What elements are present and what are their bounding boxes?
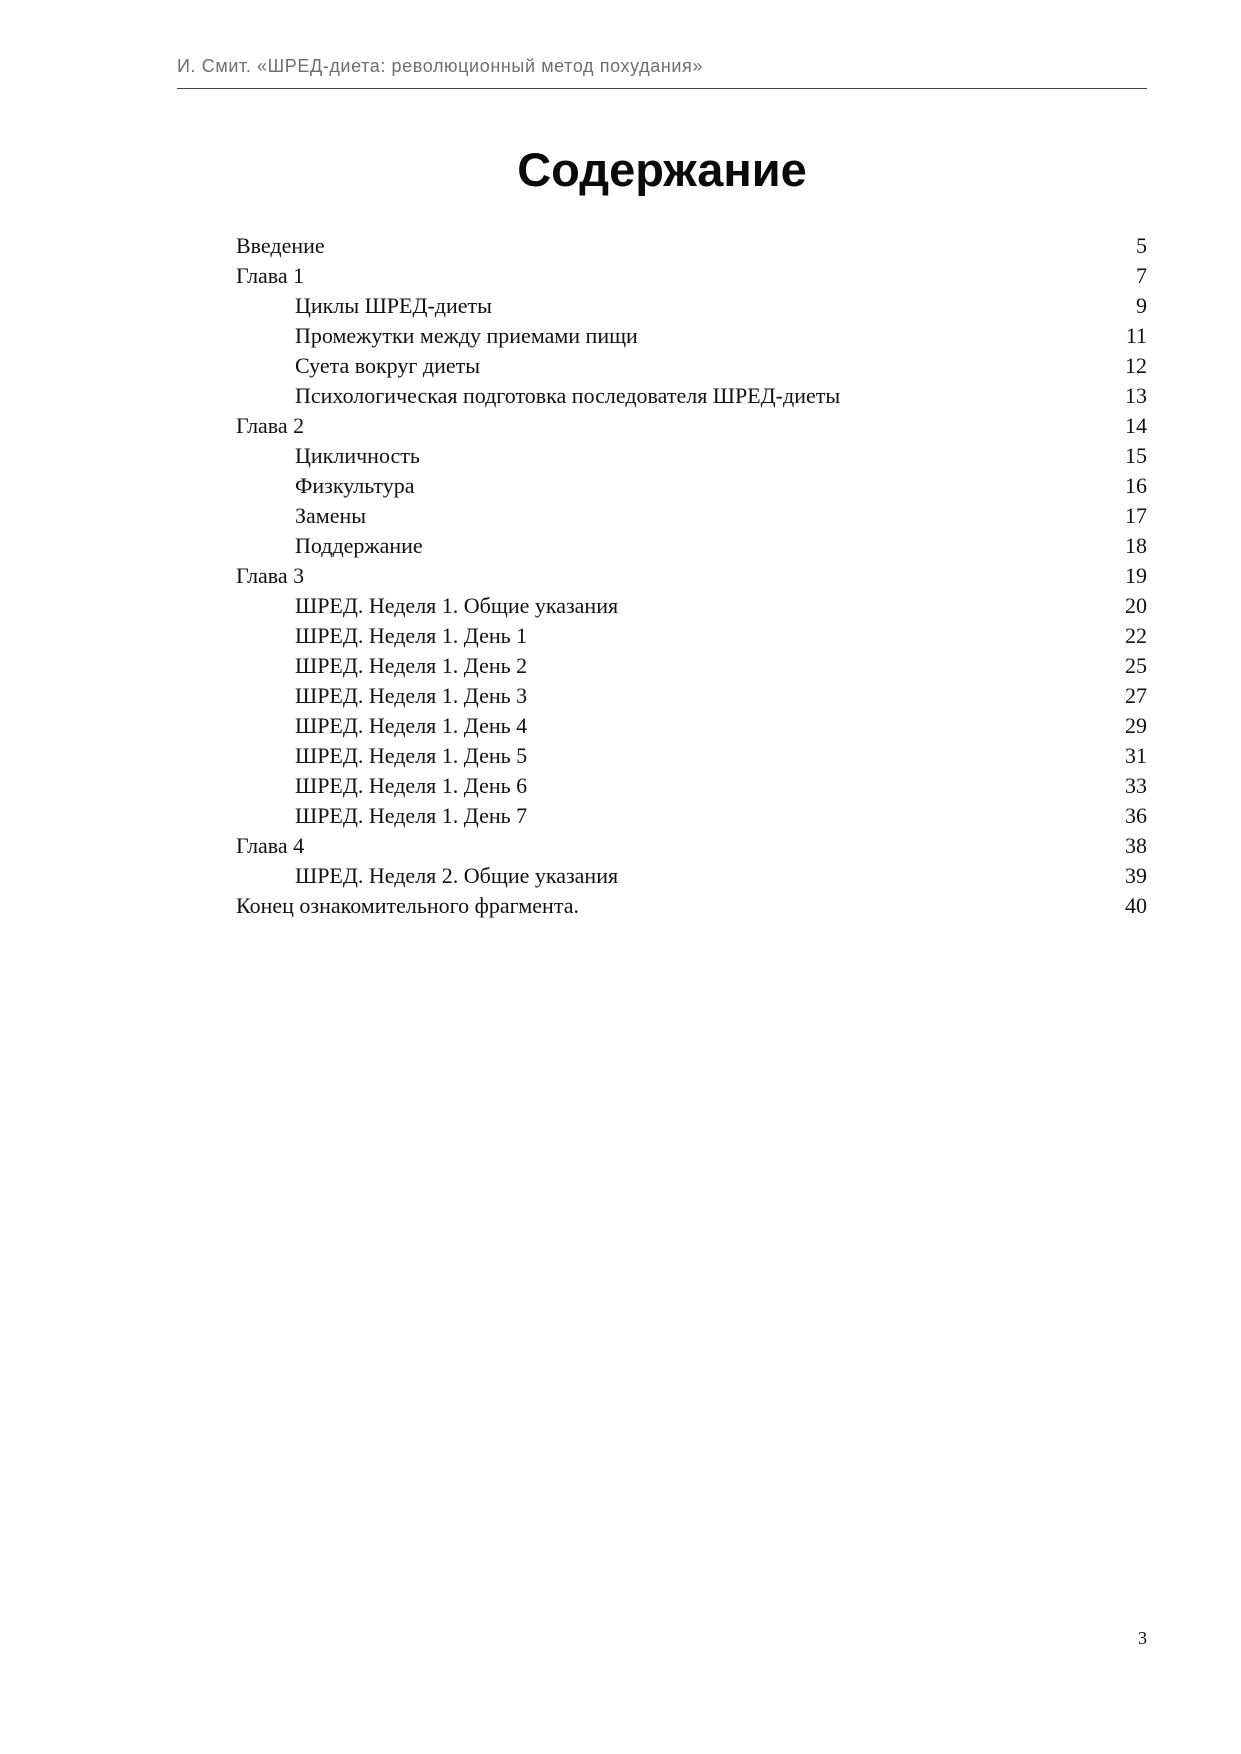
toc-entry-page[interactable]: 7 — [1136, 263, 1147, 288]
toc-entry-page[interactable]: 14 — [1125, 413, 1147, 438]
toc-entry-title[interactable]: ШРЕД. Неделя 1. День 4 — [295, 713, 528, 738]
toc-entry-page[interactable]: 18 — [1125, 533, 1147, 558]
toc-entry-title[interactable]: Глава 4 — [236, 833, 305, 858]
toc-entry-title[interactable]: ШРЕД. Неделя 1. День 2 — [295, 653, 528, 678]
toc-entry[interactable] — [236, 531, 1147, 561]
toc-entry-title[interactable]: Глава 1 — [236, 263, 305, 288]
toc-entry-title[interactable]: Введение — [236, 233, 325, 258]
toc-entry[interactable] — [236, 621, 1147, 651]
toc-entry[interactable] — [236, 501, 1147, 531]
toc-entry[interactable] — [236, 651, 1147, 681]
toc-entry-page[interactable]: 5 — [1136, 233, 1147, 258]
toc-entry-title[interactable]: Поддержание — [295, 533, 423, 558]
toc-entry[interactable] — [236, 861, 1147, 891]
toc-entry-page[interactable]: 39 — [1125, 863, 1147, 888]
toc-entry-page[interactable]: 20 — [1125, 593, 1147, 618]
toc-entry-page[interactable]: 27 — [1125, 683, 1147, 708]
table-of-contents — [236, 231, 1147, 921]
toc-entry[interactable] — [236, 441, 1147, 471]
toc-entry-page[interactable]: 17 — [1125, 503, 1147, 528]
toc-entry[interactable] — [236, 381, 1147, 411]
toc-entry-title[interactable]: Психологическая подготовка последователя ШРЕД-диеты — [295, 383, 841, 408]
toc-entry[interactable] — [236, 351, 1147, 381]
toc-entry-page[interactable]: 11 — [1125, 323, 1147, 348]
toc-entry-title[interactable]: Суета вокруг диеты — [295, 353, 481, 378]
toc-entry-page[interactable]: 25 — [1125, 653, 1147, 678]
page-number: 3 — [1138, 1628, 1147, 1648]
toc-entry-page[interactable]: 19 — [1125, 563, 1147, 588]
toc-entry-title[interactable]: ШРЕД. Неделя 1. День 6 — [295, 773, 528, 798]
toc-entry-page[interactable]: 12 — [1125, 353, 1147, 378]
toc-entry-page[interactable]: 13 — [1125, 383, 1147, 408]
toc-entry[interactable] — [236, 681, 1147, 711]
toc-entry[interactable] — [236, 891, 1147, 921]
toc-entry[interactable] — [236, 291, 1147, 321]
toc-entry-title[interactable]: ШРЕД. Неделя 2. Общие указания — [295, 863, 619, 888]
toc-entry-title[interactable]: Замены — [295, 503, 367, 528]
toc-entry[interactable] — [236, 561, 1147, 591]
toc-entry[interactable] — [236, 801, 1147, 831]
toc-entry-page[interactable]: 22 — [1125, 623, 1147, 648]
toc-entry-title[interactable]: Промежутки между приемами пищи — [295, 323, 638, 348]
toc-entry-page[interactable]: 36 — [1125, 803, 1147, 828]
toc-entry-page[interactable]: 33 — [1125, 773, 1147, 798]
toc-entry-page[interactable]: 9 — [1136, 293, 1147, 318]
toc-entry[interactable] — [236, 591, 1147, 621]
toc-entry-page[interactable]: 15 — [1125, 443, 1147, 468]
toc-entry-page[interactable]: 40 — [1125, 893, 1147, 918]
running-header: И. Смит. «ШРЕД-диета: революционный метод похудания» — [177, 56, 703, 76]
toc-entry[interactable] — [236, 471, 1147, 501]
toc-entry-title[interactable]: Циклы ШРЕД-диеты — [295, 293, 492, 318]
toc-entry-title[interactable]: Физкультура — [295, 473, 415, 498]
toc-entry-page[interactable]: 31 — [1125, 743, 1147, 768]
toc-entry-page[interactable]: 38 — [1125, 833, 1147, 858]
toc-entry-title[interactable]: ШРЕД. Неделя 1. День 7 — [295, 803, 528, 828]
toc-entry-title[interactable]: ШРЕД. Неделя 1. День 3 — [295, 683, 528, 708]
toc-entry[interactable] — [236, 261, 1147, 291]
toc-entry-title[interactable]: ШРЕД. Неделя 1. Общие указания — [295, 593, 619, 618]
toc-entry-page[interactable]: 16 — [1125, 473, 1147, 498]
toc-entry[interactable] — [236, 411, 1147, 441]
toc-entry-title[interactable]: Глава 2 — [236, 413, 305, 438]
toc-entry-page[interactable]: 29 — [1125, 713, 1147, 738]
toc-entry-title[interactable]: ШРЕД. Неделя 1. День 5 — [295, 743, 528, 768]
toc-entry[interactable] — [236, 231, 1147, 261]
toc-entry[interactable] — [236, 831, 1147, 861]
header-divider — [177, 88, 1147, 89]
toc-entry-title[interactable]: ШРЕД. Неделя 1. День 1 — [295, 623, 528, 648]
toc-entry[interactable] — [236, 741, 1147, 771]
toc-entry[interactable] — [236, 771, 1147, 801]
toc-entry[interactable] — [236, 711, 1147, 741]
page-title: Содержание — [517, 143, 807, 196]
toc-entry-title[interactable]: Цикличность — [295, 443, 420, 468]
toc-entry[interactable] — [236, 321, 1147, 351]
toc-entry-title[interactable]: Глава 3 — [236, 563, 305, 588]
toc-entry-title[interactable]: Конец ознакомительного фрагмента. — [236, 893, 579, 918]
